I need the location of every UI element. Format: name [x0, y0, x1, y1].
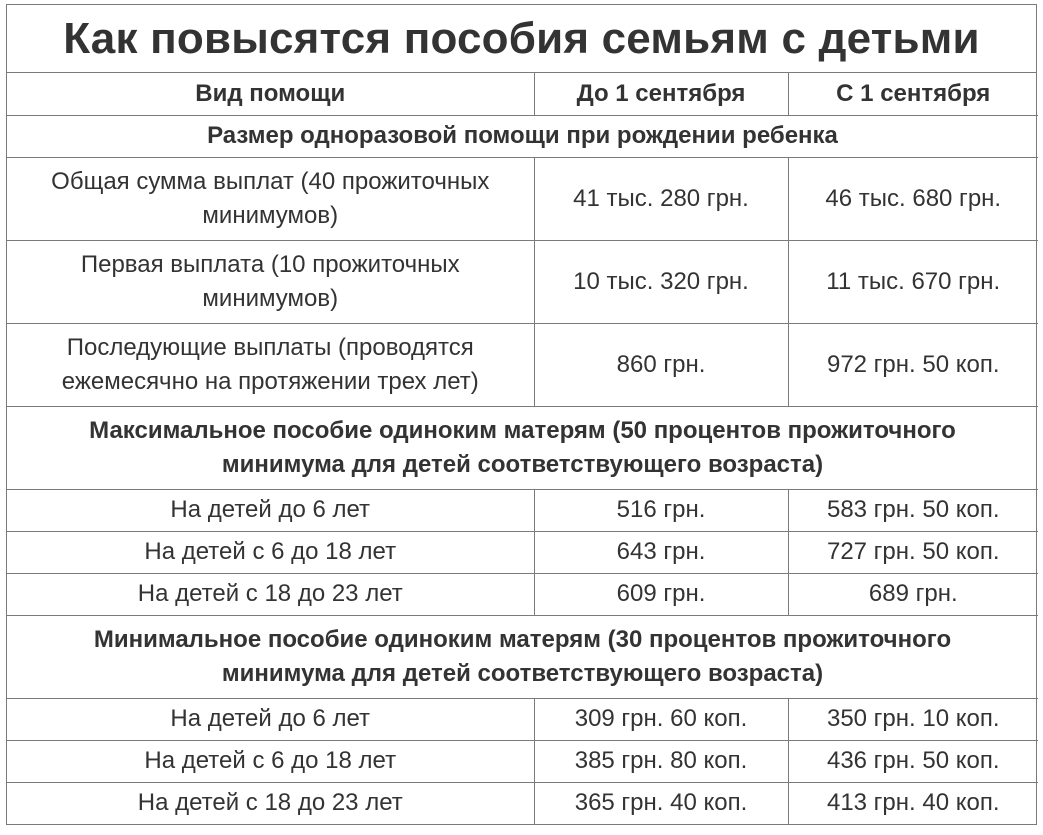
- value-after: 11 тыс. 670 грн.: [788, 240, 1038, 323]
- table-row: [7, 740, 1038, 782]
- row-label-line: минимумов): [202, 201, 339, 229]
- value-after: 46 тыс. 680 грн.: [788, 157, 1038, 240]
- table-row: [7, 323, 1038, 406]
- section-heading-line: минимума для детей соответствующего возраста): [221, 659, 824, 687]
- section-heading-row: [7, 615, 1038, 698]
- section-heading-line: Минимальное пособие одиноким матерям (30 процентов прожиточного: [93, 625, 952, 653]
- table-row: [7, 782, 1038, 824]
- value-after: 727 грн. 50 коп.: [788, 531, 1038, 573]
- table-row: [7, 698, 1038, 740]
- benefits-table: [7, 73, 1038, 824]
- section-heading-line: минимума для детей соответствующего возраста): [221, 450, 824, 478]
- table-row: [7, 240, 1038, 323]
- value-before: 309 грн. 60 коп.: [534, 698, 788, 740]
- section-heading: Размер одноразовой помощи при рождении ребенка: [7, 115, 1038, 157]
- value-after: 972 грн. 50 коп.: [788, 323, 1038, 406]
- section-heading-row: [7, 115, 1038, 157]
- column-header-before: До 1 сентября: [534, 73, 788, 115]
- section-heading-row: [7, 406, 1038, 489]
- value-after: 689 грн.: [788, 573, 1038, 615]
- table-header-row: [7, 73, 1038, 115]
- row-label: [7, 240, 534, 323]
- row-label-line: Последующие выплаты (проводятся: [66, 333, 474, 361]
- benefits-table-frame: [6, 4, 1037, 825]
- row-label: На детей с 18 до 23 лет: [7, 782, 534, 824]
- row-label-line: минимумов): [202, 284, 339, 312]
- row-label-line: ежемесячно на протяжении трех лет): [61, 367, 479, 395]
- row-label: На детей с 18 до 23 лет: [7, 573, 534, 615]
- column-header-type: Вид помощи: [7, 73, 534, 115]
- value-after: 350 грн. 10 коп.: [788, 698, 1038, 740]
- row-label-line: Общая сумма выплат (40 прожиточных: [51, 167, 490, 195]
- table-row: [7, 531, 1038, 573]
- value-before: 643 грн.: [534, 531, 788, 573]
- row-label: На детей с 6 до 18 лет: [7, 531, 534, 573]
- section-heading-line: Максимальное пособие одиноким матерям (50 процентов прожиточного: [89, 416, 956, 444]
- value-before: 385 грн. 80 коп.: [534, 740, 788, 782]
- row-label: [7, 323, 534, 406]
- section-heading: [7, 615, 1038, 698]
- row-label: На детей до 6 лет: [7, 489, 534, 531]
- row-label: На детей до 6 лет: [7, 698, 534, 740]
- value-after: 413 грн. 40 коп.: [788, 782, 1038, 824]
- page-title: Как повысятся пособия семьям с детьми: [7, 5, 1036, 73]
- table-row: [7, 489, 1038, 531]
- value-before: 860 грн.: [534, 323, 788, 406]
- table-row: [7, 573, 1038, 615]
- row-label-line: Первая выплата (10 прожиточных: [80, 250, 460, 278]
- value-before: 41 тыс. 280 грн.: [534, 157, 788, 240]
- value-after: 583 грн. 50 коп.: [788, 489, 1038, 531]
- value-after: 436 грн. 50 коп.: [788, 740, 1038, 782]
- value-before: 10 тыс. 320 грн.: [534, 240, 788, 323]
- value-before: 365 грн. 40 коп.: [534, 782, 788, 824]
- column-header-after: С 1 сентября: [788, 73, 1038, 115]
- value-before: 516 грн.: [534, 489, 788, 531]
- value-before: 609 грн.: [534, 573, 788, 615]
- row-label: На детей с 6 до 18 лет: [7, 740, 534, 782]
- row-label: [7, 157, 534, 240]
- table-row: [7, 157, 1038, 240]
- section-heading: [7, 406, 1038, 489]
